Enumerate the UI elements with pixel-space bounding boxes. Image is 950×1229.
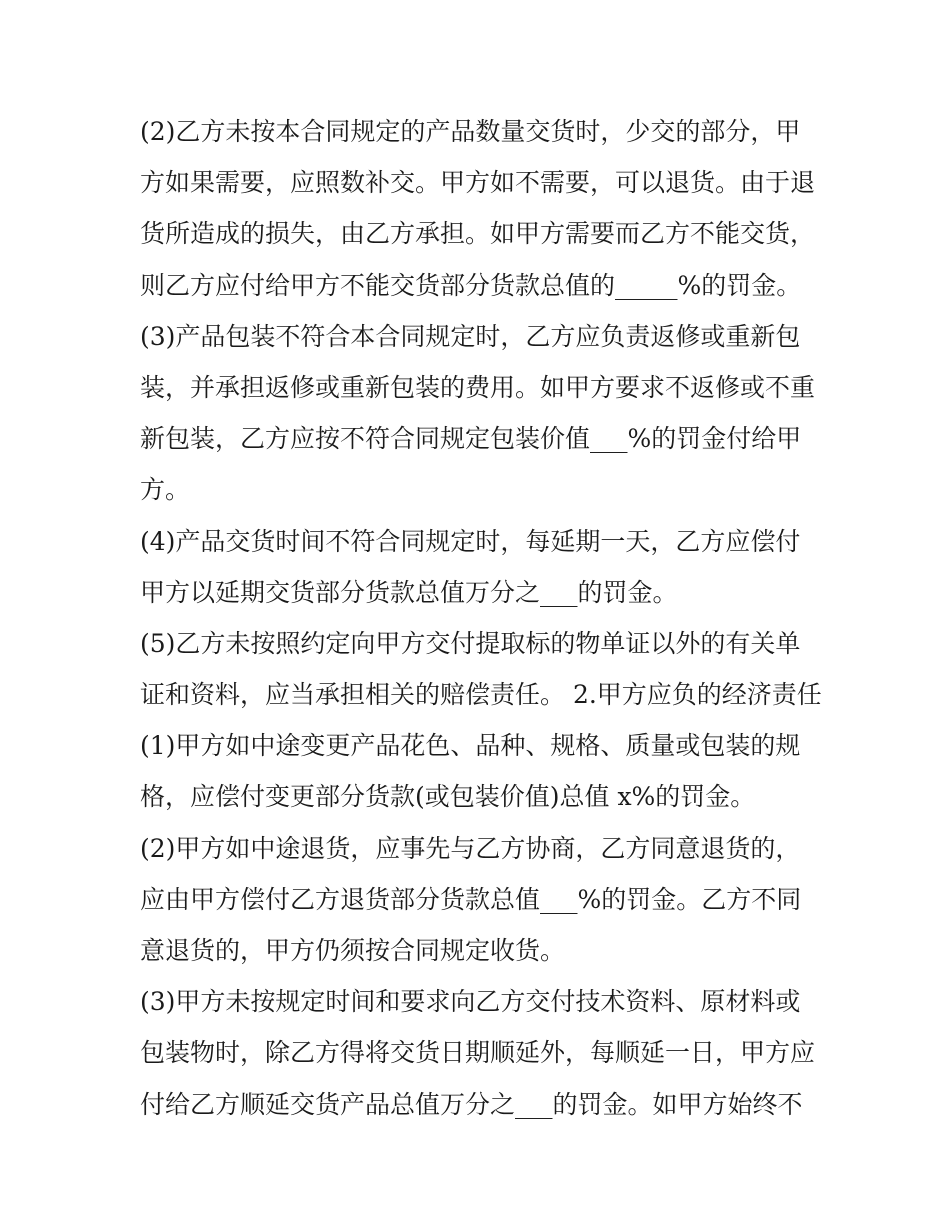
text-line: 应由甲方偿付乙方退货部分货款总值___%的罚金。乙方不同 [140,884,802,914]
text-line: (2)乙方未按本合同规定的产品数量交货时，少交的部分，甲 [140,117,801,146]
text-line: 方如果需要，应照数补交。甲方如不需要，可以退货。由于退 [140,168,816,198]
text-line: 则乙方应付给甲方不能交货部分货款总值的_____%的罚金。 [140,270,802,300]
text-line: (3)甲方未按规定时间和要求向乙方交付技术资料、原材料或 [140,987,801,1017]
text-line: (2)甲方如中途退货，应事先与乙方协商，乙方同意退货的， [140,833,801,863]
text-line: (4)产品交货时间不符合同规定时，每延期一天，乙方应偿付 [140,526,801,556]
text-line: 甲方以延期交货部分货款总值万分之___的罚金。 [140,577,678,607]
text-line: (5)乙方未按照约定向甲方交付提取标的物单证以外的有关单 [140,628,801,658]
text-line: 包装物时，除乙方得将交货日期顺延外，每顺延一日，甲方应 [140,1038,816,1068]
text-line: 新包装，乙方应按不符合同规定包装价值___%的罚金付给甲 [140,424,802,454]
text-line: 证和资料，应当承担相关的赔偿责任。 2.甲方应负的经济责任 [140,680,822,710]
text-line: 付给乙方顺延交货产品总值万分之___的罚金。如甲方始终不 [140,1089,803,1119]
text-line: 意退货的，甲方仍须按合同规定收货。 [140,936,566,965]
text-line: (3)产品包装不符合本合同规定时，乙方应负责返修或重新包 [140,321,801,351]
contract-text [140,106,830,1130]
text-line: 方。 [140,475,191,505]
text-line: 货所造成的损失，由乙方承担。如甲方需要而乙方不能交货， [140,219,816,249]
text-line: 装，并承担返修或重新包装的费用。如甲方要求不返修或不重 [140,372,816,402]
text-line: 格，应偿付变更部分货款(或包装价值)总值 x%的罚金。 [140,782,756,812]
text-line: (1)甲方如中途变更产品花色、品种、规格、质量或包装的规 [140,731,801,761]
